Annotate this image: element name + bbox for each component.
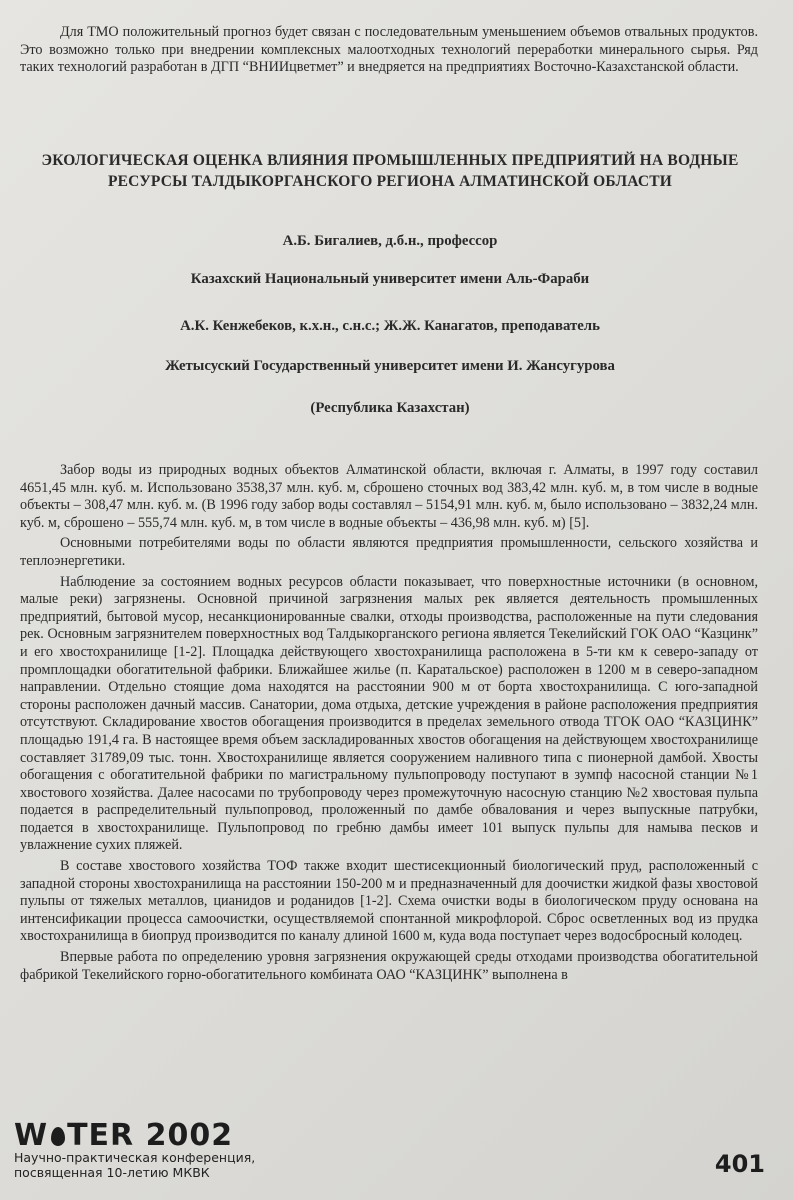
conference-subtitle-line-1: Научно-практическая конференция, xyxy=(14,1150,256,1165)
body-paragraph: Впервые работа по определению уровня загрязнения окружающей среды отходами производства обогатительной фабрикой Текелийского горно-обогатительного комбината ОАО “КАЗЦИНК” выполнена в xyxy=(20,949,758,983)
affiliation-2: Жетысуский Государственный университет имени И. Жансугурова xyxy=(165,358,615,374)
body-paragraph: Забор воды из природных водных объектов Алматинской области, включая г. Алматы, в 1997 году составил 4651,45 млн. куб. м. Использовано 3538,37 млн. куб. м, сброшено сточных вод 383,42 млн. куб. м, в том числе в водные объекты – 308,47 млн. куб. м. (В 1996 году забор воды составлял – 5154,91 млн. куб. м, было использовано – 3832,24 млн. куб. м, сброшено – 555,74 млн. куб. м, в том числе в водные объекты – 436,98 млн. куб. м) [5]. xyxy=(20,462,758,531)
author-line-2: А.К. Кенжебеков, к.х.н., с.н.с.; Ж.Ж. Канагатов, преподаватель xyxy=(180,318,600,334)
article-title: ЭКОЛОГИЧЕСКАЯ ОЦЕНКА ВЛИЯНИЯ ПРОМЫШЛЕННЫХ ПРЕДПРИЯТИЙ НА ВОДНЫЕ РЕСУРСЫ ТАЛДЫКОРГАНСКОГО РЕГИОНА АЛМАТИНСКОЙ ОБЛАСТИ xyxy=(41,152,739,190)
conference-logo xyxy=(14,1118,233,1153)
intro-text: Для ТМО положительный прогноз будет связан с последовательным уменьшением объемов отвальных продуктов. Это возможно только при внедрении комплексных малоотходных технологий переработки минерального сырья. Ряд таких технологий разработан в ДГП “ВНИИцветмет” и внедряется на предприятиях Восточно-Казахстанской области. xyxy=(20,24,758,76)
water-drop-icon xyxy=(51,1127,65,1146)
page-number: 401 xyxy=(714,1150,765,1178)
affiliation-1: Казахский Национальный университет имени Аль-Фараби xyxy=(190,271,590,287)
logo-letter: W xyxy=(14,1118,49,1153)
body-paragraph: В составе хвостового хозяйства ТОФ также входит шестисекционный биологический пруд, расположенный с западной стороны хвостохранилища на расстоянии 150-200 м и предназначенный для доочистки жидкой фазы хвостовой пульпы от тяжелых металлов, цианидов и роданидов [1-2]. Схема очистки воды в биологическом пруду основана на интенсификации процесса самоочистки, осуществляемой спонтанной микрофлорой. Сброс осветленных вод из прудка хвостохранилища в биопруд производится по каналу длиной 1600 м, куда вода поступает через водосбросный колодец. xyxy=(20,858,758,945)
country-line: (Республика Казахстан) xyxy=(310,400,470,416)
logo-text: TER 2002 xyxy=(67,1118,234,1153)
article-body xyxy=(20,462,758,987)
intro-paragraph xyxy=(20,24,758,77)
author-line-1: А.Б. Бигалиев, д.б.н., профессор xyxy=(282,233,498,249)
conference-subtitle xyxy=(14,1150,255,1180)
body-paragraph: Наблюдение за состоянием водных ресурсов области показывает, что поверхностные источники (в основном, малые реки) загрязнены. Основной причиной загрязнения малых рек является деятельность промышленных предприятий, бытовой мусор, несанкционированные свалки, отходы производства, расположенные на пути следования рек. Основным загрязнителем поверхностных вод Талдыкорганского региона является Текелийский ГОК ОАО “Казцинк” и его хвостохранилище [1-2]. Площадка действующего хвостохранилища расположена в 5-ти км к северо-западу от промплощадки обогатительной фабрики. Ближайшее жилье (п. Каратальское) расположен в 1200 м в северо-западном направлении. Отдельно стоящие дома находятся на расстоянии 900 м от борта хвостохранилища. С юго-западной стороны расположен дачный массив. Санатории, дома отдыха, детские учреждения в районе расположения предприятия отсутствуют. Складирование хвостов обогащения производится в пределах земельного отвода ТГОК ОАО “КАЗЦИНК” площадью 191,4 га. В настоящее время объем заскладированных хвостов обогащения на действующем хвостохранилище составляет 31789,09 тыс. тонн. Хвостохранилище является сооружением наливного типа с пионерной дамбой. Хвосты обогащения с обогатительной фабрики по магистральному пульпопроводу поступают в зумпф насосной станции №1 хвостового хозяйства. Далее насосами по трубопроводу через промежуточную насосную станцию №2 хвостовая пульпа подается в распределительный пульпопровод, проложенный по дамбе обвалования и через выпускные патрубки, подается в хвостохранилище. Пульпопровод по гребню дамбы имеет 101 выпуск пульпы для намыва песков и увлажнение сухих пляжей. xyxy=(20,573,758,854)
body-paragraph: Основными потребителями воды по области являются предприятия промышленности, сельского хозяйства и теплоэнергетики. xyxy=(20,535,758,569)
conference-subtitle-line-2: посвященная 10-летию МКВК xyxy=(14,1165,210,1180)
